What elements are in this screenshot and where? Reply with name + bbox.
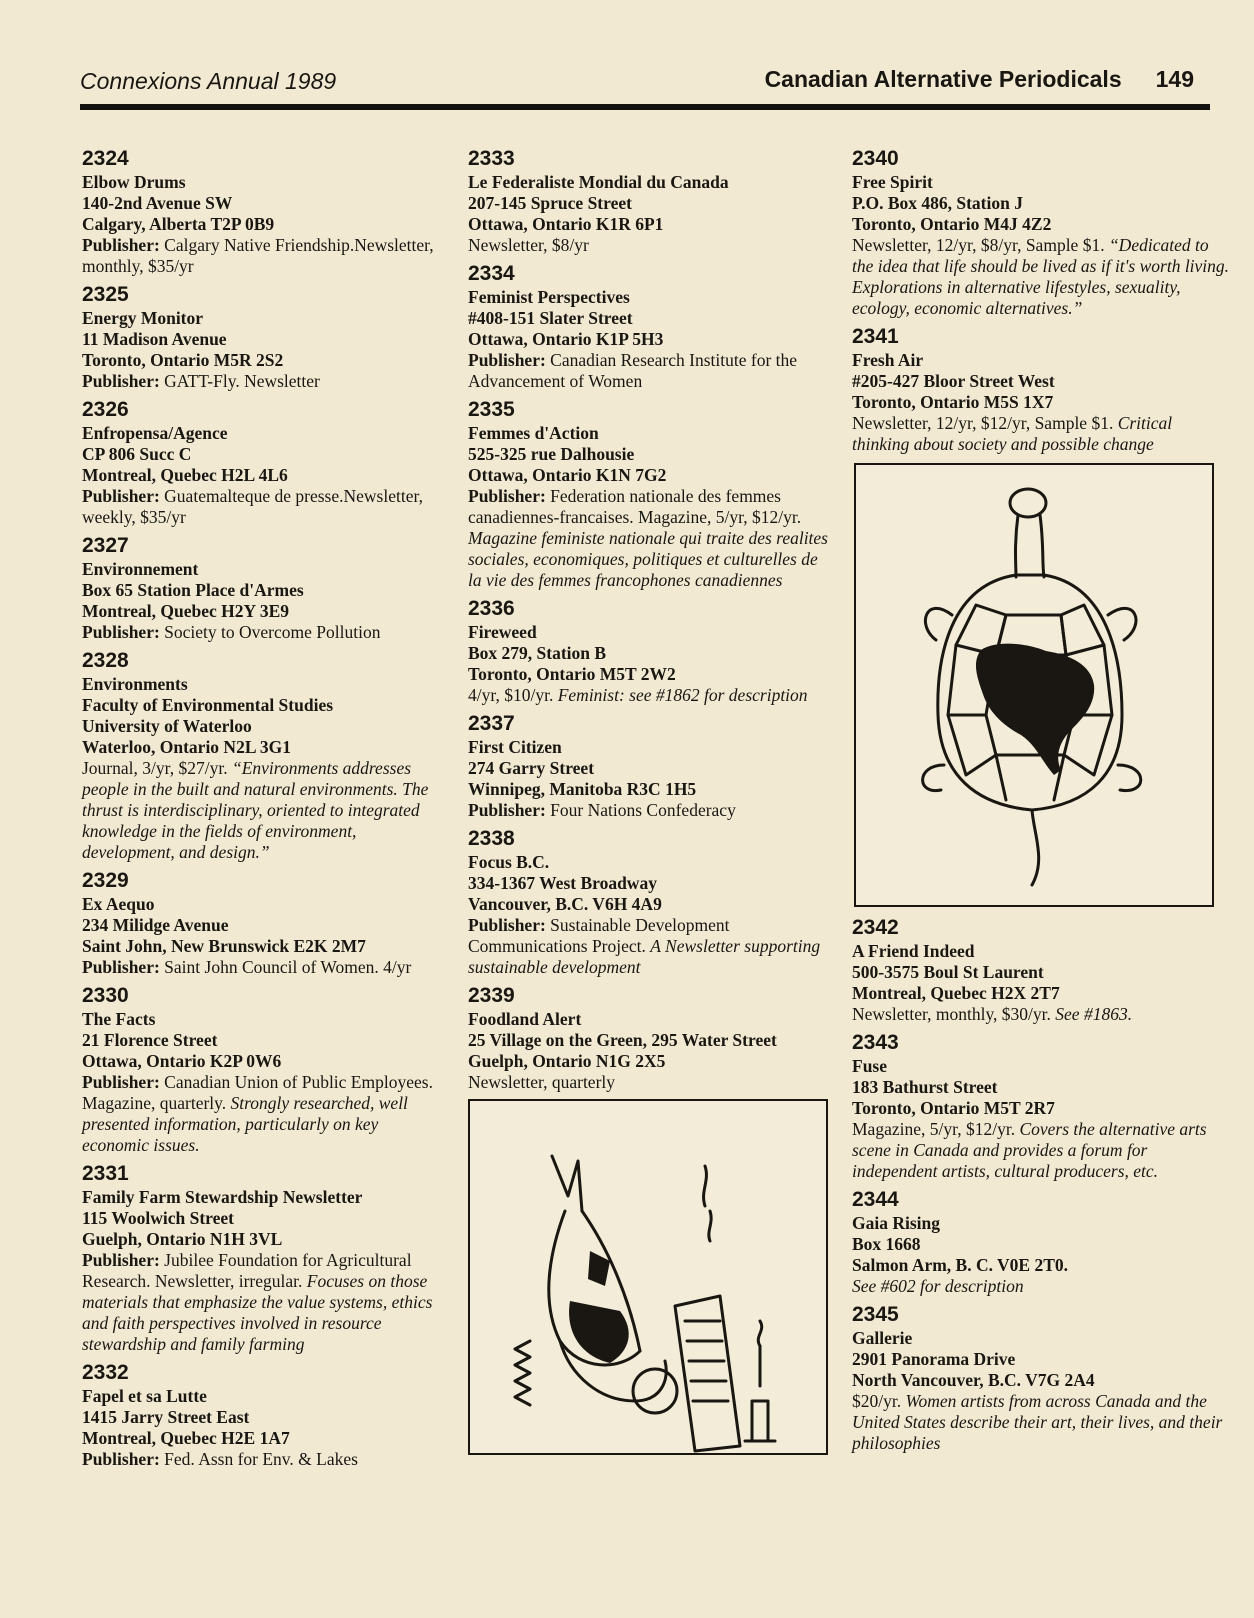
entry-number: 2338 [468, 827, 515, 850]
entry-description [82, 758, 442, 863]
periodical-title: Gaia Rising [852, 1213, 941, 1233]
address-line: 11 Madison Avenue [82, 329, 227, 349]
address-line: #408-151 Slater Street [468, 308, 633, 328]
periodical-title: A Friend Indeed [852, 941, 975, 961]
entry-number: 2335 [468, 398, 515, 421]
address-line: 25 Village on the Green, 295 Water Street [468, 1030, 777, 1050]
entry-number: 2329 [82, 869, 129, 892]
periodical-title: Environments [82, 674, 188, 694]
entry-description [468, 486, 828, 591]
section-title: Canadian Alternative Periodicals [764, 66, 1122, 92]
frequency-price: Newsletter, weekly, $35/yr [82, 486, 423, 527]
description-text: Covers the alternative arts scene in Canada and provides a forum for independent artists, cultural producers, etc. [852, 1119, 1207, 1181]
description-text: A Newsletter supporting sustainable development [468, 936, 821, 977]
address-line: Montreal, Quebec H2X 2T7 [852, 983, 1060, 1003]
publisher-name: Calgary Native Friendship. [164, 235, 355, 255]
frequency-price: Newsletter, 12/yr, $8/yr, Sample $1. [852, 235, 1105, 255]
description-text: See #602 for description [852, 1276, 1024, 1296]
address-line: Montreal, Quebec H2Y 3E9 [82, 601, 290, 621]
address-line: 500-3575 Boul St Laurent [852, 962, 1044, 982]
periodical-title: Gallerie [852, 1328, 913, 1348]
address-line: Box 1668 [852, 1234, 921, 1254]
address-line: 234 Milidge Avenue [82, 915, 229, 935]
publisher-label: Publisher: [468, 915, 546, 935]
publisher-label: Publisher: [82, 1250, 160, 1270]
listing-entry [82, 397, 442, 528]
publisher-name: Four Nations Confederacy [550, 800, 736, 820]
frequency-price: Magazine, 5/yr, $12/yr. [852, 1119, 1016, 1139]
turtle-map-art [856, 465, 1212, 905]
address-line: Guelph, Ontario N1H 3VL [82, 1229, 283, 1249]
entry-number: 2342 [852, 916, 899, 939]
frequency-price: Newsletter, quarterly [468, 1072, 616, 1092]
periodical-title: Elbow Drums [82, 172, 186, 192]
frequency-price: Journal, 3/yr, $27/yr. [82, 758, 228, 778]
listing-entry [82, 1161, 442, 1355]
frequency-price: Newsletter, monthly, $35/yr [82, 235, 434, 276]
address-line: Montreal, Quebec H2E 1A7 [82, 1428, 290, 1448]
periodical-title: Ex Aequo [82, 894, 155, 914]
turtle-map-illustration [854, 463, 1214, 907]
description-text: See #1863. [1055, 1004, 1133, 1024]
listing-entry [82, 146, 442, 277]
entry-description [82, 957, 442, 978]
periodical-title: The Facts [82, 1009, 156, 1029]
address-line: 115 Woolwich Street [82, 1208, 234, 1228]
listing-entry [852, 1030, 1230, 1182]
description-text: Women artists from across Canada and the United States describe their art, their lives, and their philosophies [852, 1391, 1223, 1453]
frequency-price: Newsletter, $8/yr [468, 235, 589, 255]
entry-description [852, 1276, 1230, 1297]
reader-illustration-art [470, 1101, 826, 1453]
entry-description [468, 350, 828, 392]
address-line: Guelph, Ontario N1G 2X5 [468, 1051, 666, 1071]
publisher-name: Society to Overcome Pollution [164, 622, 381, 642]
periodical-title: Femmes d'Action [468, 423, 599, 443]
running-header-right [765, 66, 1194, 93]
address-line: Waterloo, Ontario N2L 3G1 [82, 737, 292, 757]
entry-number: 2334 [468, 262, 515, 285]
address-line: Vancouver, B.C. V6H 4A9 [468, 894, 662, 914]
running-header-left: Connexions Annual 1989 [80, 68, 337, 94]
listing-entry [82, 983, 442, 1156]
listing-entry [468, 983, 828, 1093]
entry-description [82, 1250, 442, 1355]
entry-number: 2344 [852, 1188, 899, 1211]
address-line: Box 65 Station Place d'Armes [82, 580, 304, 600]
entry-number: 2337 [468, 712, 515, 735]
entry-description [82, 622, 442, 643]
listing-entry [852, 146, 1230, 319]
publisher-label: Publisher: [82, 235, 160, 255]
address-line: Saint John, New Brunswick E2K 2M7 [82, 936, 366, 956]
description-text: Magazine feministe nationale qui traite des realites sociales, economiques, politiques et culturelles de la vie des femmes francophones canadiennes [468, 528, 828, 590]
listing-entry [82, 1360, 442, 1470]
frequency-price: 4/yr, $10/yr. [468, 685, 554, 705]
publisher-label: Publisher: [468, 350, 546, 370]
description-text: Focuses on those materials that emphasize the value systems, ethics and faith perspectives involved in resource stewardship and family farming [82, 1271, 433, 1354]
address-line: Calgary, Alberta T2P 0B9 [82, 214, 275, 234]
publisher-label: Publisher: [82, 1449, 160, 1469]
column-1 [82, 146, 442, 1475]
periodical-title: Free Spirit [852, 172, 933, 192]
entry-number: 2333 [468, 147, 515, 170]
publisher-name: Fed. Assn for Env. & Lakes [164, 1449, 358, 1469]
entry-description [852, 1391, 1230, 1454]
address-line: P.O. Box 486, Station J [852, 193, 1023, 213]
listing-entry [852, 915, 1230, 1025]
address-line: 274 Garry Street [468, 758, 595, 778]
entry-description [82, 1072, 442, 1156]
address-line: 2901 Panorama Drive [852, 1349, 1016, 1369]
address-line: Ottawa, Ontario K2P 0W6 [82, 1051, 282, 1071]
entry-description [468, 915, 828, 978]
entry-description [82, 371, 442, 392]
entry-description [852, 1004, 1230, 1025]
address-line: 21 Florence Street [82, 1030, 218, 1050]
periodical-title: First Citizen [468, 737, 562, 757]
entry-description [82, 235, 442, 277]
publisher-name: Jubilee Foundation for Agricultural Research. Newsletter, irregular. [82, 1250, 412, 1291]
publisher-label: Publisher: [82, 957, 160, 977]
frequency-price: Newsletter, 12/yr, $12/yr, Sample $1. [852, 413, 1114, 433]
address-line: Ottawa, Ontario K1P 5H3 [468, 329, 664, 349]
listing-entry [468, 596, 828, 706]
address-line: 207-145 Spruce Street [468, 193, 632, 213]
listing-entry [82, 868, 442, 978]
publisher-label: Publisher: [82, 1072, 160, 1092]
periodical-title: Le Federaliste Mondial du Canada [468, 172, 729, 192]
entry-number: 2336 [468, 597, 515, 620]
description-text: “Environments addresses people in the built and natural environments. The thrust is interdisciplinary, oriented to integrated knowledge in the fields of environment, development, and design.” [82, 758, 429, 862]
address-line: Toronto, Ontario M5T 2W2 [468, 664, 676, 684]
address-line: Montreal, Quebec H2L 4L6 [82, 465, 288, 485]
entry-number: 2340 [852, 147, 899, 170]
entry-description [82, 486, 442, 528]
entry-number: 2324 [82, 147, 129, 170]
address-line: Box 279, Station B [468, 643, 607, 663]
column-3 [852, 146, 1230, 1459]
header-rule [80, 104, 1210, 110]
publisher-name: Sustainable Development Communications Project. [468, 915, 730, 956]
publisher-name: GATT-Fly. Newsletter [164, 371, 320, 391]
periodical-title: Environnement [82, 559, 199, 579]
entry-description [468, 1072, 828, 1093]
entry-number: 2332 [82, 1361, 129, 1384]
description-text: Feminist: see #1862 for description [557, 685, 808, 705]
periodical-title: Fuse [852, 1056, 887, 1076]
periodical-title: Fapel et sa Lutte [82, 1386, 207, 1406]
publisher-name: Federation nationale des femmes canadiennes-francaises. Magazine, 5/yr, $12/yr. [468, 486, 802, 527]
listing-entry [852, 1302, 1230, 1454]
publisher-label: Publisher: [468, 486, 546, 506]
address-line: Winnipeg, Manitoba R3C 1H5 [468, 779, 697, 799]
entry-description [468, 235, 828, 256]
entry-description [852, 1119, 1230, 1182]
column-2 [468, 146, 828, 1463]
address-line: Salmon Arm, B. C. V0E 2T0. [852, 1255, 1069, 1275]
address-line: #205-427 Bloor Street West [852, 371, 1055, 391]
publisher-label: Publisher: [82, 486, 160, 506]
publisher-label: Publisher: [468, 800, 546, 820]
frequency-price: Newsletter, monthly, $30/yr. [852, 1004, 1051, 1024]
entry-number: 2327 [82, 534, 129, 557]
entry-description [468, 800, 828, 821]
entry-description [82, 1449, 442, 1470]
publisher-name: Canadian Union of Public Employees. Magazine, quarterly. [82, 1072, 433, 1113]
reader-illustration [468, 1099, 828, 1455]
periodical-title: Energy Monitor [82, 308, 204, 328]
page-number: 149 [1155, 66, 1194, 92]
entry-number: 2330 [82, 984, 129, 1007]
address-line: 334-1367 West Broadway [468, 873, 657, 893]
frequency-price: $20/yr. [852, 1391, 902, 1411]
periodical-title: Fireweed [468, 622, 537, 642]
listing-entry [468, 826, 828, 978]
periodical-title: Fresh Air [852, 350, 924, 370]
entry-description [852, 413, 1230, 455]
address-line: 140-2nd Avenue SW [82, 193, 233, 213]
publisher-name: Canadian Research Institute for the Advancement of Women [468, 350, 798, 391]
listing-entry [852, 1187, 1230, 1297]
publisher-name: Guatemalteque de presse. [164, 486, 344, 506]
entry-number: 2328 [82, 649, 129, 672]
address-line: University of Waterloo [82, 716, 252, 736]
listing-entry [82, 282, 442, 392]
address-line: 183 Bathurst Street [852, 1077, 998, 1097]
listing-entry [468, 397, 828, 591]
address-line: 525-325 rue Dalhousie [468, 444, 635, 464]
description-text: Strongly researched, well presented information, particularly on key economic issues. [82, 1093, 408, 1155]
address-line: North Vancouver, B.C. V7G 2A4 [852, 1370, 1095, 1390]
publisher-label: Publisher: [82, 371, 160, 391]
entry-number: 2345 [852, 1303, 899, 1326]
entry-number: 2339 [468, 984, 515, 1007]
entry-number: 2325 [82, 283, 129, 306]
listing-entry [468, 146, 828, 256]
address-line: Toronto, Ontario M5S 1X7 [852, 392, 1054, 412]
periodical-title: Foodland Alert [468, 1009, 582, 1029]
listing-entry [468, 261, 828, 392]
address-line: Faculty of Environmental Studies [82, 695, 334, 715]
listing-entry [82, 648, 442, 863]
periodical-title: Family Farm Stewardship Newsletter [82, 1187, 363, 1207]
address-line: CP 806 Succ C [82, 444, 192, 464]
periodical-title: Feminist Perspectives [468, 287, 630, 307]
entry-number: 2341 [852, 325, 899, 348]
periodical-title: Focus B.C. [468, 852, 550, 872]
description-text: “Dedicated to the idea that life should be lived as if it's worth living. Explorations in alternative lifestyles, sexuality, ecology, economic alternatives.” [852, 235, 1230, 318]
publisher-label: Publisher: [82, 622, 160, 642]
address-line: Ottawa, Ontario K1R 6P1 [468, 214, 664, 234]
address-line: Ottawa, Ontario K1N 7G2 [468, 465, 667, 485]
listing-entry [852, 324, 1230, 455]
entry-description [468, 685, 828, 706]
publisher-name: Saint John Council of Women. 4/yr [164, 957, 412, 977]
periodical-title: Enfropensa/Agence [82, 423, 228, 443]
listing-entry [82, 533, 442, 643]
address-line: Toronto, Ontario M4J 4Z2 [852, 214, 1052, 234]
address-line: Toronto, Ontario M5T 2R7 [852, 1098, 1055, 1118]
entry-number: 2343 [852, 1031, 899, 1054]
entry-number: 2331 [82, 1162, 129, 1185]
entry-number: 2326 [82, 398, 129, 421]
description-text: Critical thinking about society and possible change [852, 413, 1173, 454]
address-line: 1415 Jarry Street East [82, 1407, 250, 1427]
address-line: Toronto, Ontario M5R 2S2 [82, 350, 284, 370]
listing-entry [468, 711, 828, 821]
entry-description [852, 235, 1230, 319]
